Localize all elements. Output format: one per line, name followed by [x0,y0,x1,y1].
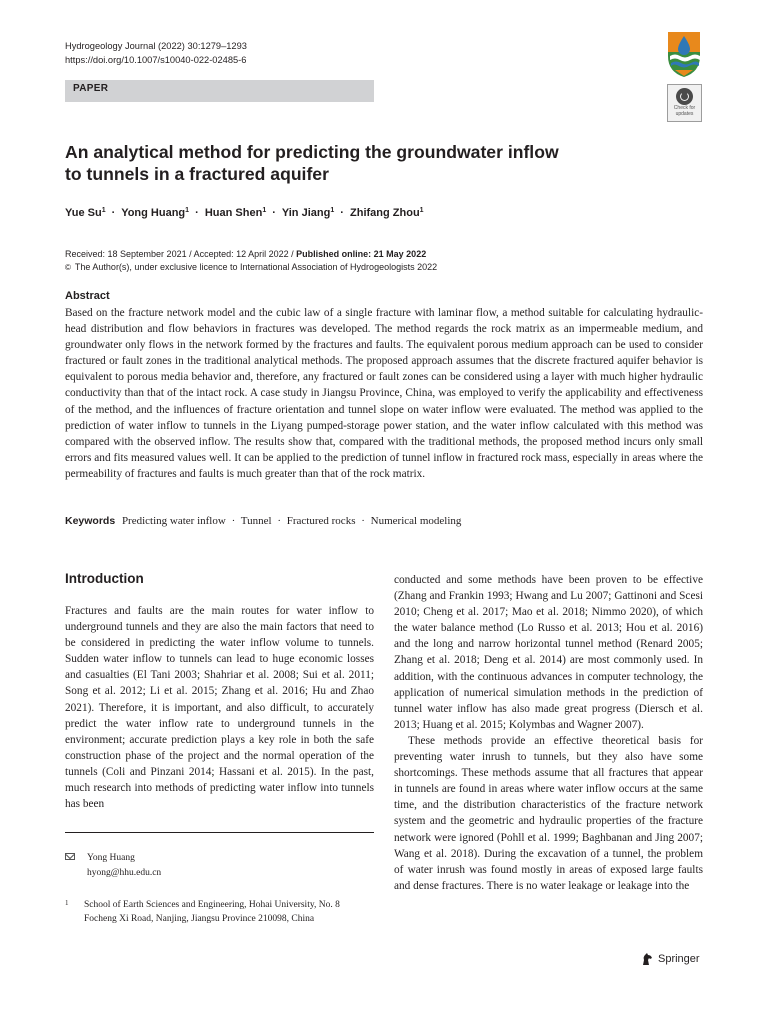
keywords-line [65,515,461,527]
title-line-2: to tunnels in a fractured aquifer [65,164,329,184]
keywords-label: Keywords [65,515,116,527]
abstract-heading: Abstract [65,290,110,302]
copyright-icon: © [65,263,71,272]
publisher-name: Springer [658,952,700,965]
affiliation-text: School of Earth Sciences and Engineering, Hohai University, No. 8 Focheng Xi Road, Nanjing, Jiangsu Province 210098, China [84,900,340,924]
author-affiliation: 1 [185,207,190,214]
section-label: PAPER [65,80,374,102]
affiliation-number: 1 [65,899,69,907]
introduction-heading: Introduction [65,571,144,586]
affiliation-footnote [65,898,374,926]
corresponding-email[interactable]: hyong@hhu.edu.cn [87,868,162,878]
keyword-separator: · [231,515,236,527]
corresponding-name: Yong Huang [87,853,135,863]
right-column [394,572,703,894]
author-affiliation: 1 [262,207,267,214]
author-name[interactable]: Zhifang Zhou [350,207,420,219]
received-accepted-dates: Received: 18 September 2021 / Accepted: 12 April 2022 / [65,249,297,259]
author-affiliation: 1 [330,207,335,214]
journal-name: Hydrogeology Journal (2022) 30:1279–1293 [65,41,247,51]
copyright-notice: The Author(s), under exclusive licence to International Association of Hydrogeologists 2022 [74,262,438,272]
title-line-1: An analytical method for predicting the groundwater inflow [65,142,559,162]
keyword-item: Fractured rocks [286,515,356,527]
keyword-item: Tunnel [240,515,272,527]
corresponding-author [65,851,161,881]
springer-horse-icon [640,952,654,966]
keyword-separator: · [361,515,365,527]
author-affiliation: 1 [419,207,424,214]
author-name[interactable]: Huan Shen [204,207,263,219]
author-list [65,207,424,219]
refresh-icon [676,88,693,105]
author-name[interactable]: Yong Huang [121,207,186,219]
author-separator: · [111,207,116,219]
keyword-item: Predicting water inflow [121,515,226,527]
author-separator: · [195,207,199,219]
check-for-updates-badge[interactable] [667,84,702,122]
author-name[interactable]: Yue Su [65,207,102,219]
abstract-body: Based on the fracture network model and the cubic law of a single fracture with laminar flow, a method suitable for calculating hydraulic-head distribution and flow behaviors in fractures was developed. The method regards the rock matrix as an impermeable medium, and groundwater only flows in the network formed by the fractures and faults. The equivalent porous medium approach can be used to consider fractured or fault zones in the traditional analytical methods. The proposed approach assumes that the discrete fractured aquifer behavior is equivalent to porous media behavior and, therefore, any fractured or fault zones can be considered using a layer with much higher hydraulic conductivity than that of the intact rock. A case study in Jiangsu Province, China, was employed to verify the applicability and effectiveness of the method, and the influences of fracture orientation and tunnel slope on water inflow were evaluated. The method was applied to the prediction of water inflow to tunnels in the Liyang pumped-storage power station, and the water inflow calculated with this method was compared with the observed inflow. The results show that, compared with the traditional methods, the proposed method incurs only small errors and fits measured values well. It can be applied to the prediction of tunnel inflow in fractured rock mass, especially in areas where the permeability of fractures and faults is much greater than that of the rock matrix. [65,307,703,480]
intro-paragraph-1-continued: conducted and some methods have been proven to be effective (Zhang and Frankin 1993; Hwang and Lu 2007; Gattinoni and Scesi 2010; Cheng et al. 2017; Mao et al. 2018; Nimmo 2020), of which the water balance method (Lo Russo et al. 2013; Hou et al. 2016) and the long and narrow horizontal tunnel method (Renard 2005; Zhang et al. 2018; Deng et al. 2014) are most commonly used. In addition, with the continuous advances in computer technology, the application of numerical simulation methods in the prediction of tunnel water inflow has also made great progress (Diersch et al. 2013; Huang et al. 2015; Kolymbas and Wagner 2007). [394,574,703,731]
keyword-separator: · [277,515,281,527]
published-date: Published online: 21 May 2022 [296,249,427,259]
publisher-logo [640,952,700,966]
intro-paragraph-2: These methods provide an effective theoretical basis for preventing water inrush to tunnels, but they also have some shortcomings. These methods assume that all fractures that appear in tunnels are found in areas where water inflow occurs at the same time, and the distribution characteristics of the fracture network system and the geometric and hydraulic properties of the fracture network were ignored (Pohll et al. 1999; Baghbanan and Jing 2007; Wang et al. 2018). During the excavation of a tunnel, the problem of water inrush was found mostly in areas of exposed large faults and dense fractures. There is no water leakage or leakage into the [394,734,703,892]
keyword-item: Numerical modeling [370,515,462,527]
check-badge-line1: Check for [673,105,696,111]
footnote-divider [65,832,374,833]
author-name[interactable]: Yin Jiang [281,207,331,219]
author-affiliation: 1 [101,207,106,214]
author-separator: · [272,207,276,219]
journal-citation [65,39,247,67]
author-separator: · [340,207,344,219]
journal-logo-icon [666,30,702,78]
article-dates [65,248,437,274]
intro-paragraph-1: Fractures and faults are the main routes for water inflow to underground tunnels and they are also the main factors that need to be considered in predicting the water inflow volume to tunnels. Sudden water inflow to tunnels can lead to huge economic losses and casualties (El Tani 2003; Shahriar et al. 2008; Sui et al. 2011; Song et al. 2012; Li et al. 2015; Zhang et al. 2016; Hu and Zhao 2021). Therefore, it is important, and also difficult, to accurately predict the water inflow rate to underground tunnels in the environment; accurate prediction plays a key role in both the safe construction phase of the project and the normal operation of the tunnels (Coli and Pinzani 2014; Hassani et al. 2015). In the past, much research into methods of predicting water inflow into tunnels has been [65,605,374,811]
article-title [65,141,625,185]
doi-link[interactable]: https://doi.org/10.1007/s10040-022-02485-6 [65,55,247,65]
left-column [65,603,374,812]
envelope-icon [65,853,75,860]
check-badge-line2: updates [675,110,694,117]
